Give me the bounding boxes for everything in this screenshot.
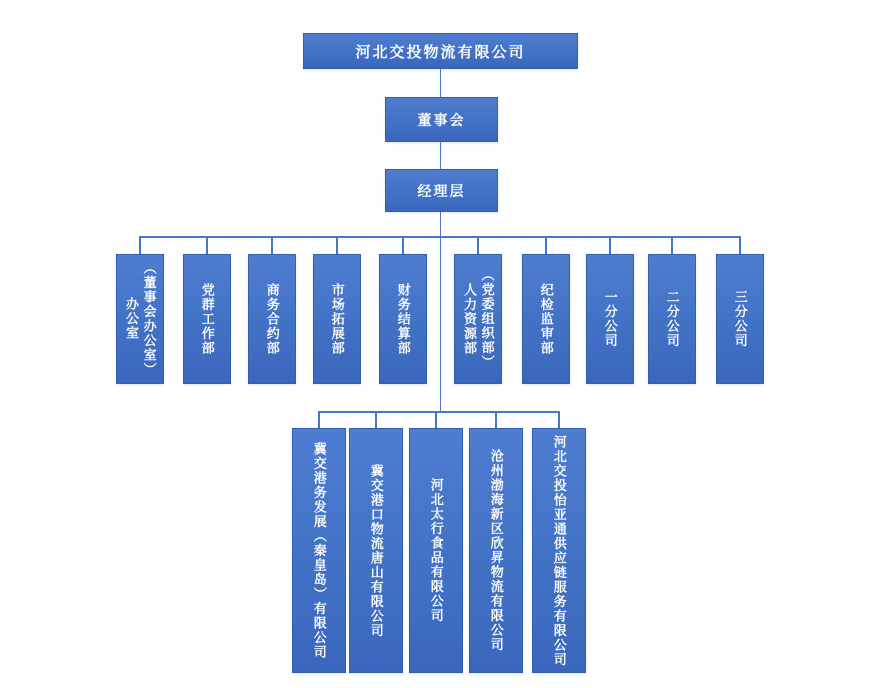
connector-dept-stub	[739, 236, 741, 255]
node-label: 一分公司	[602, 290, 618, 348]
org-node-subsidiary-jijiao-port-development	[292, 428, 346, 673]
connector-dept-stub	[402, 236, 404, 255]
connector-dept-stub	[336, 236, 338, 255]
connector-dept-stub	[206, 236, 208, 255]
connector-dept-stub	[139, 236, 141, 255]
node-label: 董事会	[417, 111, 466, 128]
node-label: 商务合约部	[264, 282, 280, 356]
connector-subsidiary-stub	[435, 411, 437, 429]
node-label: （党委组织部）	[479, 268, 495, 370]
node-label: 市场拓展部	[329, 282, 345, 356]
org-node-dept-office	[116, 254, 164, 384]
connector-dept-stub	[609, 236, 611, 255]
node-label: 三分公司	[732, 290, 748, 348]
connector-subsidiaries-bus	[318, 411, 560, 413]
node-label: （董事会办公室）	[141, 261, 157, 377]
org-node-root-company	[303, 33, 578, 69]
connector-dept-stub	[671, 236, 673, 255]
org-node-subsidiary-hebei-taihang-food	[409, 428, 463, 673]
org-node-dept-party-mass-work	[183, 254, 231, 384]
connector-board-to-management	[440, 141, 442, 170]
org-node-dept-human-resources	[454, 254, 502, 384]
node-label: 冀交港务发展（秦皇岛）有限公司	[311, 441, 327, 660]
node-label: 人力资源部	[462, 282, 477, 356]
connector-departments-bus	[139, 236, 741, 238]
org-node-branch-company-1	[586, 254, 634, 384]
org-node-branch-company-3	[716, 254, 764, 384]
org-node-subsidiary-hebei-jiaotou-eternal-asia-supply-chain	[532, 428, 586, 673]
org-node-dept-market-expansion	[313, 254, 361, 384]
node-label: 二分公司	[664, 290, 680, 348]
org-node-subsidiary-cangzhou-bohai-xinsheng-logistics	[469, 428, 523, 673]
connector-subsidiary-stub	[375, 411, 377, 429]
node-label: 党群工作部	[199, 282, 215, 356]
node-label: 经理层	[417, 182, 466, 199]
node-label: 冀交港口物流唐山有限公司	[368, 463, 384, 638]
org-node-branch-company-2	[648, 254, 696, 384]
connector-subsidiary-stub	[558, 411, 560, 429]
node-label: 财务结算部	[395, 282, 411, 356]
org-node-dept-finance-settlement	[379, 254, 427, 384]
org-node-management-layer	[385, 169, 498, 212]
node-label: 纪检监审部	[538, 282, 554, 356]
node-label: 办公室	[124, 297, 139, 341]
node-label: 河北交投怡亚通供应链服务有限公司	[551, 434, 567, 667]
org-node-subsidiary-jijiao-port-logistics-tangshan	[349, 428, 403, 673]
node-label: 河北太行食品有限公司	[428, 478, 444, 623]
org-node-dept-discipline-inspection-audit	[522, 254, 570, 384]
node-label: 沧州渤海新区欣昇物流有限公司	[488, 449, 504, 652]
connector-dept-stub	[477, 236, 479, 255]
connector-root-to-board	[440, 68, 442, 98]
connector-management-trunk	[440, 211, 442, 412]
org-node-dept-commercial-contract	[248, 254, 296, 384]
connector-dept-stub	[271, 236, 273, 255]
node-label: 河北交投物流有限公司	[355, 43, 526, 61]
connector-subsidiary-stub	[318, 411, 320, 429]
org-node-board-of-directors	[385, 97, 498, 142]
connector-subsidiary-stub	[495, 411, 497, 429]
connector-dept-stub	[545, 236, 547, 255]
